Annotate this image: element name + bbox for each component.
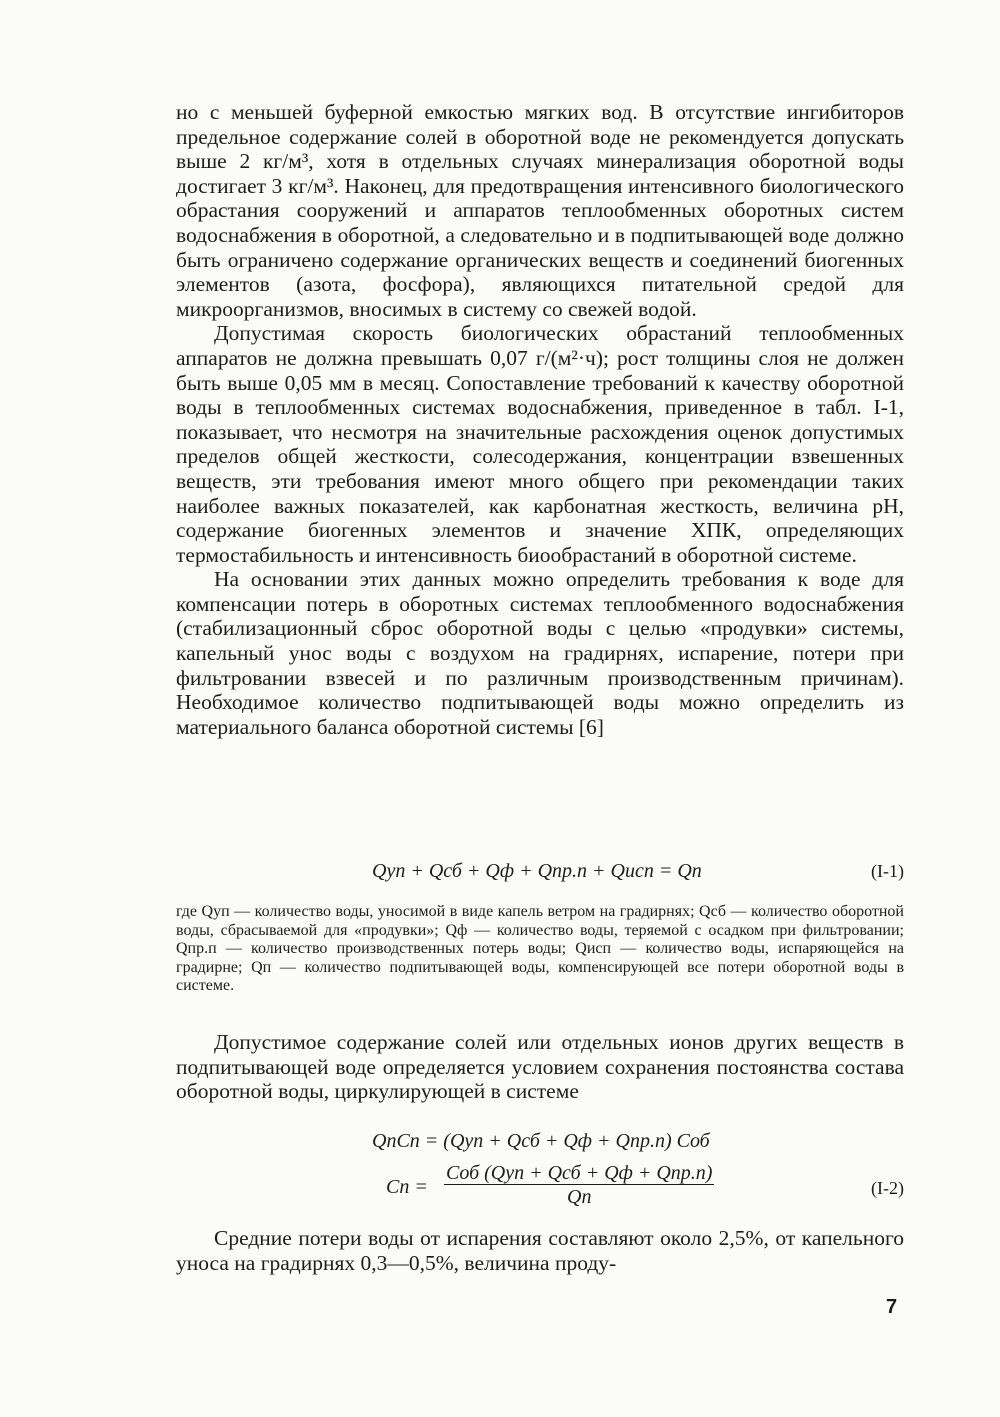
formula-1-expression: Qуп + Qсб + Qф + Qпр.п + Qисп = Qп — [372, 860, 702, 882]
formula-2-line-1: QпCп = (Qуп + Qсб + Qф + Qпр.п) Cоб — [372, 1130, 710, 1152]
paragraph-4-block — [176, 1030, 904, 1104]
paragraph-4: Допустимое содержание солей или отдельных ионов других веществ в подпитывающей воде определяется условием сохранения постоянства состава оборотной воды, циркулирующей в системе — [176, 1030, 904, 1104]
formula-2-lhs: Cп = — [386, 1176, 428, 1198]
body-text — [176, 100, 904, 739]
formula-2 — [176, 1130, 904, 1212]
paragraph-1: но с меньшей буферной емкостью мягких вод. В отсутствие ингибиторов предельное содержание солей в оборотной воде не рекомендуется допускать выше 2 кг/м³, хотя в отдельных случаях минерализация оборотной воды достигает 3 кг/м³. Наконец, для предотвращения интенсивного биологического обрастания сооружений и аппаратов теплообменных оборотных систем водоснабжения в оборотной, а следовательно и в подпитывающей воде должно быть ограничено содержание органических веществ и соединений биогенных элементов (азота, фосфора), являющихся питательной средой для микроорганизмов, вносимых в систему со свежей водой. — [176, 100, 904, 321]
formula-2-denominator: Qп — [567, 1186, 592, 1208]
formula-1-number: (I-1) — [871, 861, 904, 881]
paragraph-5: Средние потери воды от испарения составляют около 2,5%, от капельного уноса на градирнях 0,3—0,5%, величина проду- — [176, 1226, 904, 1275]
paragraph-3: На основании этих данных можно определить требования к воде для компенсации потерь в оборотных системах теплообменного водоснабжения (стабилизационный сброс оборотной воды с целью «продувки» системы, капельный унос воды с воздухом на градирнях, испарение, потери при фильтровании взвесей и по различным производственным причинам). Необходимое количество подпитывающей воды можно определить из материального баланса оборотной системы [6] — [176, 567, 904, 739]
formula-legend: где Qуп — количество воды, уносимой в виде капель ветром на градирнях; Qсб — количество оборотной воды, сбрасываемой для «продувки»; Qф — количество воды, теряемой с осадком при фильтровании; Qпр.п — количество производственных потерь воды; Qисп — количество воды, испаряющейся на градирне; Qп — количество подпитывающей воды, компенсирующей все потери оборотной воды в системе. — [176, 903, 904, 995]
page-number: 7 — [886, 1296, 898, 1318]
formula-2-number: (I-2) — [871, 1178, 904, 1198]
paragraph-5-block — [176, 1226, 904, 1275]
formula-2-fraction — [444, 1162, 714, 1209]
paragraph-2: Допустимая скорость биологических обрастаний теплообменных аппаратов не должна превышать 0,07 г/(м²·ч); рост толщины слоя не должен быть выше 0,05 мм в месяц. Сопоставление требований к качеству оборотной воды в теплообменных системах водоснабжения, приведенное в табл. I-1, показывает, что несмотря на значительные расхождения оценок допустимых пределов общей жесткости, солесодержания, концентрации взвешенных веществ, эти требования имеют много общего при рекомендации таких наиболее важных показателей, как карбонатная жесткость, величина pH, содержание биогенных элементов и значение ХПК, определяющих термостабильность и интенсивность биообрастаний в оборотной системе. — [176, 321, 904, 567]
formula-2-numerator: Cоб (Qуп + Qсб + Qф + Qпр.п) — [446, 1162, 713, 1184]
